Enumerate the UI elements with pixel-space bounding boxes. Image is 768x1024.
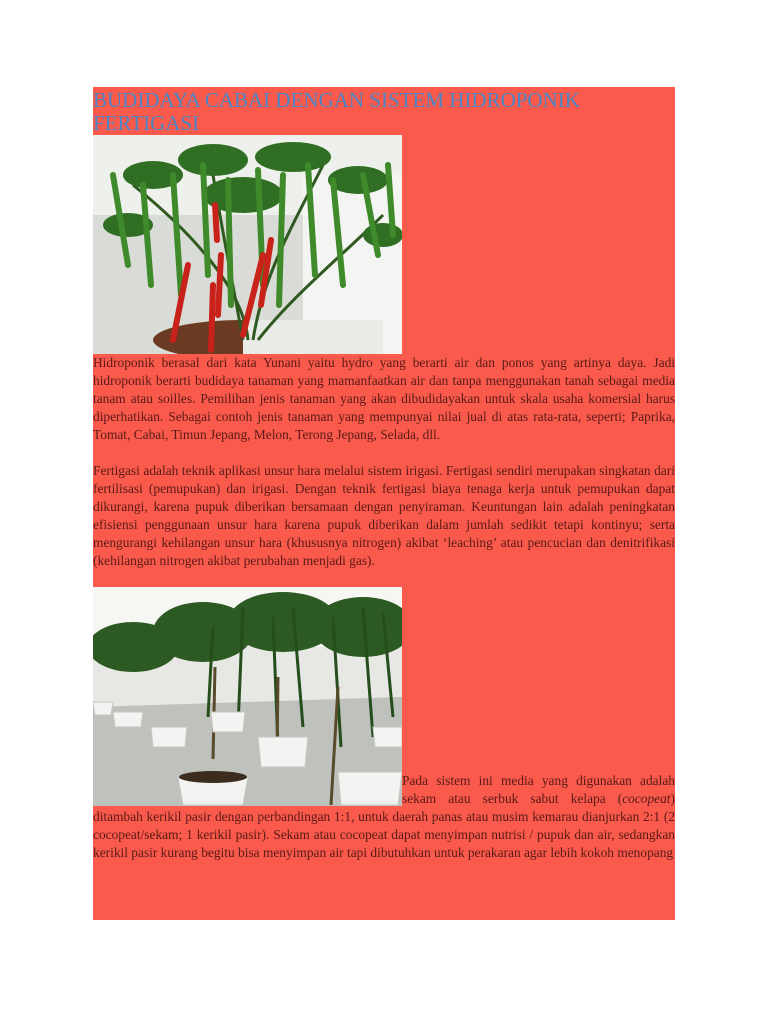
greenhouse-chili-photo (93, 587, 402, 806)
document-title: BUDIDAYA CABAI DENGAN SISTEM HIDROPONIK FERTIGASI (93, 88, 580, 135)
document-page (93, 87, 675, 920)
paragraph-fertigasi: Fertigasi adalah teknik aplikasi unsur hara melalui sistem irigasi. Fertigasi sendiri merupakan singkatan dari fertilisasi (pemupukan) dan irigasi. Dengan teknik fertigasi biaya tenaga kerja untuk pemupukan dapat dikurangi, karena pupuk diberikan bersamaan dengan penyiraman. Keuntungan lain adalah peningkatan efisiensi penggunaan unsur hara karena pupuk diberikan dalam jumlah sedikit tetapi kontinyu; serta mengurangi kehilangan unsur hara (khususnya nitrogen) akibat ‘leaching’ atau pencucian dan denitrifikasi (kehilangan nitrogen akibat perubahan menjadi gas). (93, 463, 675, 568)
photo-with-text (93, 587, 675, 862)
paragraph-media-cocopeat: cocopeat (622, 791, 671, 806)
paragraph-spacer (93, 444, 675, 462)
paragraph-spacer (93, 570, 675, 587)
paragraph-hidroponik: Hidroponik berasal dari kata Yunani yaitu hydro yang berarti air dan ponos yang artinya daya. Jadi hidroponik berarti budidaya tanaman yang mamanfaatkan air dan tanpa menggunakan tanah sebagai media tanam atau soilles. Pemilihan jenis tanaman yang akan dibudidayakan untuk skala usaha komersial harus diperhatikan. Sebagai contoh jenis tanaman yang mempunyai nilai jual di atas rata-rata, seperti; Paprika, Tomat, Cabai, Timun Jepang, Melon, Terong Jepang, Selada, dll. (93, 355, 675, 442)
paragraph-media-text-b: ) ditambah kerikil pasir dengan perbandingan 1:1, untuk daerah panas atau musim kemarau dianjurkan 2:1 (2 cocopeat/sekam; 1 kerikil pasir). Sekam atau cocopeat dapat menyimpan nutrisi / pupuk dan air, sedangkan kerikil pasir kurang begitu bisa menyimpan air tapi dibutuhkan untuk perakaran agar lebih kokoh menopang (93, 791, 675, 860)
chili-plant-photo (93, 135, 402, 354)
paragraph-media-text-a: Pada sistem ini media yang digunakan adalah sekam atau serbuk sabut kelapa ( (402, 773, 675, 806)
